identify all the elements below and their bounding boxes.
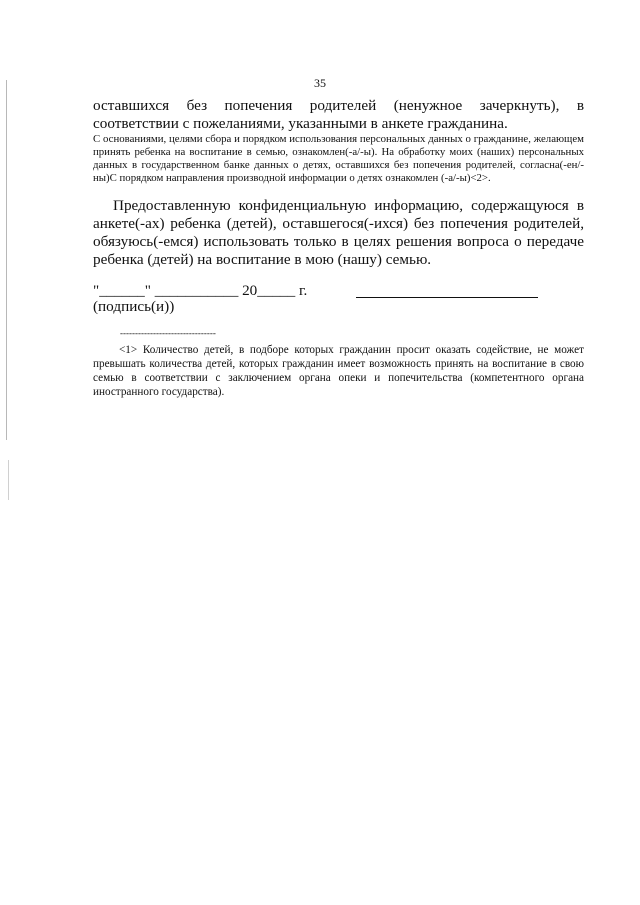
footnote-separator: -------------------------------- xyxy=(120,328,216,338)
paragraph-personal-data-consent: С основаниями, целями сбора и порядком использования персональных данных о гражданине, желающем принять ребенка на воспитание в семью, ознакомлен(-а/-ы). На обработку моих (наших) персональных данных в государственном банке данных о детях, оставшихся без попечения родителей, согласна(-ен/-ны)С порядком направления производной информации о детях ознакомлен (-а/-ы)<2>. xyxy=(93,133,584,184)
signature-caption: (подпись(и)) xyxy=(93,298,175,315)
signature-rule xyxy=(356,297,538,298)
paragraph-confidentiality: Предоставленную конфиденциальную информацию, содержащуюся в анкете(-ах) ребенка (детей), оставшегося(-ихся) без попечения родителей, обязуюсь(-емся) использовать только в целях решения вопроса о передаче ребенка (детей) на воспитание в мою (нашу) семью. xyxy=(93,197,584,268)
scan-edge-line xyxy=(6,80,7,440)
scan-edge-line xyxy=(8,460,9,500)
signature-date-line: "______" ___________ 20_____ г. xyxy=(93,282,308,299)
paragraph-wishes: оставшихся без попечения родителей (ненужное зачеркнуть), в соответствии с пожеланиями, указанными в анкете гражданина. xyxy=(93,97,584,132)
footnote-text: <1> Количество детей, в подборе которых гражданин просит оказать содействие, не может превышать количества детей, которых гражданин имеет возможность принять на воспитание в свою семью в соответствии с заключением органа опеки и попечительства (компетентного органа иностранного государства). xyxy=(93,344,584,398)
page-number: 35 xyxy=(314,76,326,90)
